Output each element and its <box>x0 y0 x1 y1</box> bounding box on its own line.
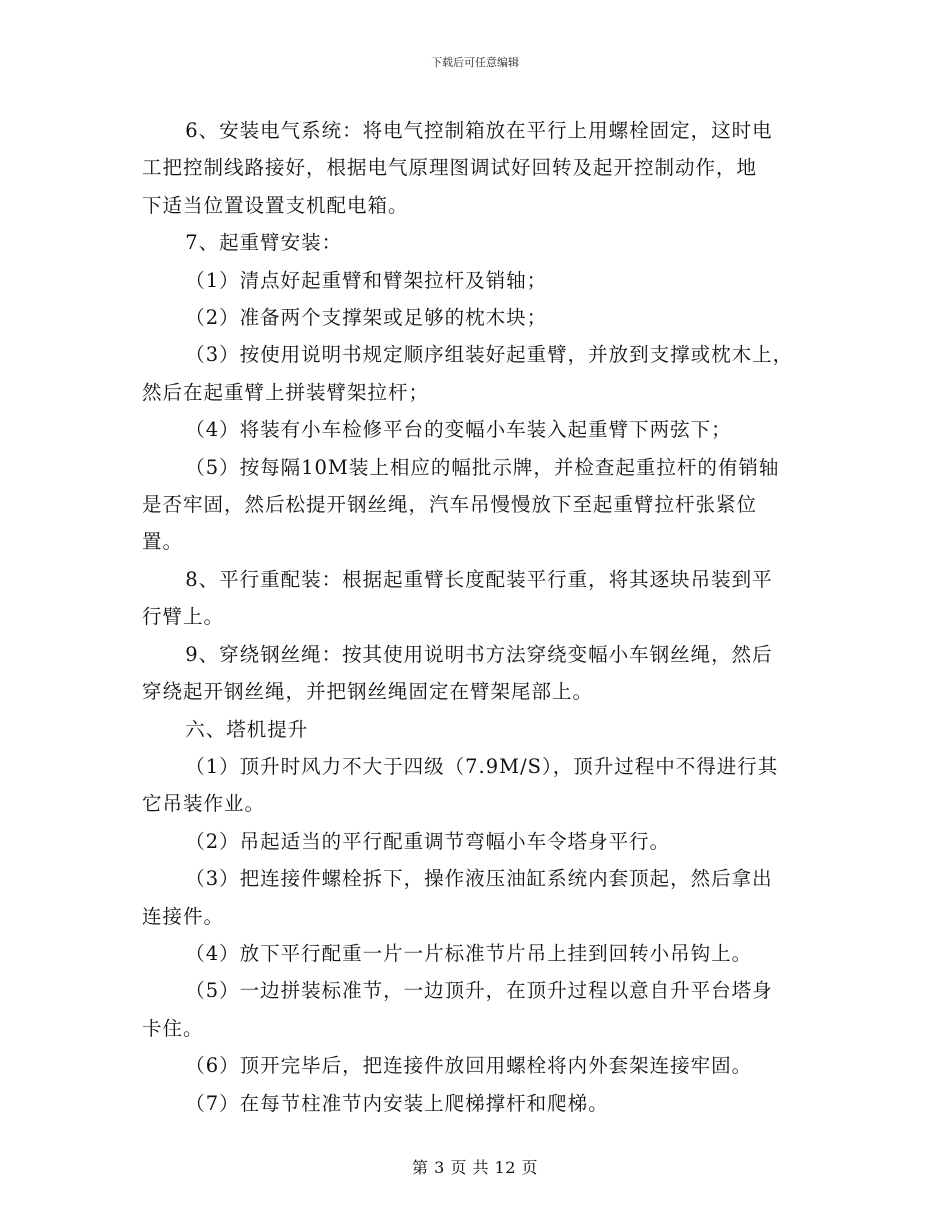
paragraph: 6、安装电气系统：将电气控制箱放在平行上用螺栓固定，这时电 工把控制线路接好，根据电气原理图调试好回转及起开控制动作，地 下适当位置设置支机配电箱。 <box>142 119 773 217</box>
paragraph: （3）把连接件螺栓拆下，操作液压油缸系统内套顶起，然后拿出 连接件。 <box>142 867 773 928</box>
paragraph: （5）一边拼装标准节，一边顶升，在顶升过程以意自升平台塔身 卡住。 <box>142 979 773 1040</box>
paragraph: （1）清点好起重臂和臂架拉杆及销轴； <box>142 268 548 292</box>
paragraph: 9、穿绕钢丝绳：按其使用说明书方法穿绕变幅小车钢丝绳，然后 穿绕起开钢丝绳，并把钢丝绳固定在臂架尾部上。 <box>142 642 773 704</box>
page-number-footer: 第 3 页 共 12 页 <box>412 1158 538 1177</box>
paragraph: 7、起重臂安装： <box>142 231 343 255</box>
paragraph: （3）按使用说明书规定顺序组装好起重臂，并放到支撑或枕木上， 然后在起重臂上拼装臂架拉杆； <box>142 343 794 404</box>
document-body <box>142 112 822 1122</box>
paragraph: （7）在每节柱准节内安装上爬梯撑杆和爬梯。 <box>142 1091 609 1115</box>
paragraph: （2）吊起适当的平行配重调节弯幅小车令塔身平行。 <box>142 829 671 853</box>
page-header: 下载后可任意编辑 <box>431 56 519 69</box>
paragraph: （6）顶开完毕后，把连接件放回用螺栓将内外套架连接牢固。 <box>142 1054 753 1078</box>
paragraph: （4）放下平行配重一片一片标准节片吊上挂到回转小吊钩上。 <box>142 941 753 965</box>
paragraph: （2）准备两个支撑架或足够的枕木块； <box>142 306 548 330</box>
paragraph: 8、平行重配装：根据起重臂长度配装平行重，将其逐块吊装到平 行臂上。 <box>142 567 773 629</box>
paragraph: （1）顶升时风力不大于四级（7.9M/S），顶升过程中不得进行其 它吊装作业。 <box>142 754 779 816</box>
paragraph: （4）将装有小车检修平台的变幅小车装入起重臂下两弦下； <box>142 418 732 442</box>
paragraph: （5）按每隔10M装上相应的幅批示牌，并检查起重拉杆的侑销轴 是否牢固，然后松提开钢丝绳，汽车吊慢慢放下至起重臂拉杆张紧位 置。 <box>142 455 780 554</box>
section-heading: 六、塔机提升 <box>142 717 309 741</box>
